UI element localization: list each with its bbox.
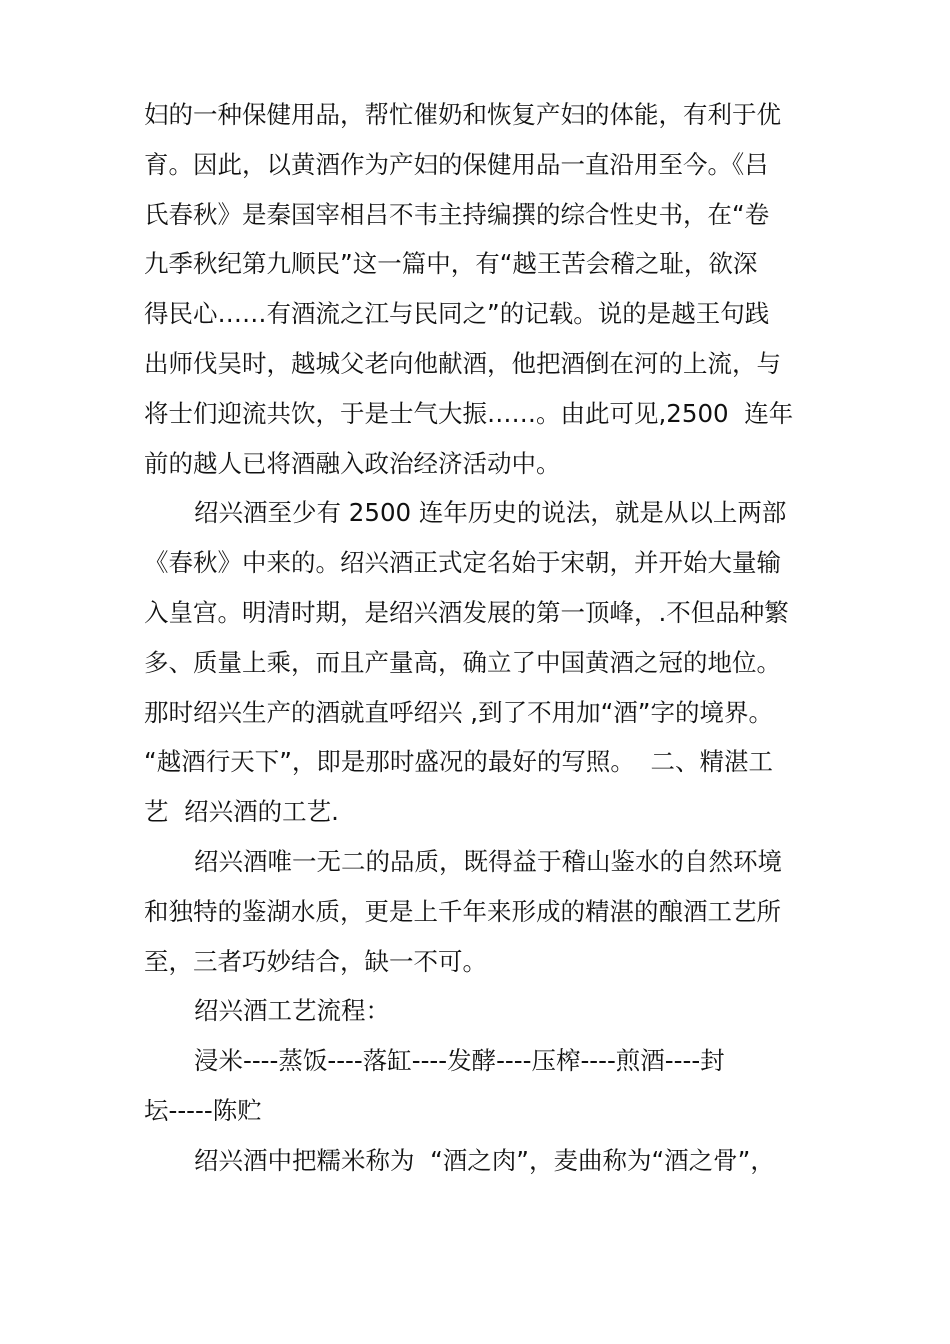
text-line: 将士们迎流共饮，于是士气大振……。由此可见,2500 连年	[144, 398, 794, 428]
text-line: 那时绍兴生产的酒就直呼绍兴 ,到了不用加“酒”字的境界。	[144, 697, 773, 727]
process-flow-line: 浸米----蒸饭----落缸----发酵----压榨----煎酒----封	[194, 1046, 725, 1076]
text-line: 前的越人已将酒融入政治经济活动中。	[144, 448, 561, 478]
document-body	[144, 90, 808, 1186]
text-line: “越酒行天下”，即是那时盛况的最好的写照。 二、精湛工	[144, 747, 773, 777]
text-line: 育。因此，以黄酒作为产妇的保健用品一直沿用至今。《吕	[144, 149, 769, 179]
text-line: 《春秋》中来的。绍兴酒正式定名始于宋朝，并开始大量输	[144, 548, 781, 578]
text-line: 氏春秋》是秦国宰相吕不韦主持编撰的综合性史书，在“卷	[144, 199, 770, 229]
text-line: 妇的一种保健用品，帮忙催奶和恢复产妇的体能，有利于优	[144, 100, 781, 129]
text-line: 入皇宫。明清时期，是绍兴酒发展的第一顶峰，.不但品种繁	[144, 597, 789, 627]
text-line: 多、质量上乘，而且产量高，确立了中国黄酒之冠的地位。	[144, 647, 781, 677]
paragraph-start-line: 绍兴酒工艺流程：	[194, 996, 390, 1026]
text-line: 得民心……有酒流之江与民同之”的记载。说的是越王句践	[144, 299, 770, 329]
text-line: 和独特的鉴湖水质，更是上千年来形成的精湛的酿酒工艺所	[144, 896, 781, 926]
text-line: 艺 绍兴酒的工艺.	[144, 797, 339, 827]
process-flow-line: 坛-----陈贮	[144, 1095, 262, 1125]
paragraph-start-line: 绍兴酒至少有 2500 连年历史的说法，就是从以上两部	[194, 498, 787, 528]
text-line: 出师伐吴时，越城父老向他献酒，他把酒倒在河的上流，与	[144, 348, 781, 378]
paragraph-start-line: 绍兴酒唯一无二的品质，既得益于稽山鉴水的自然环境	[194, 846, 782, 876]
paragraph-start-line: 绍兴酒中把糯米称为 “酒之肉”，麦曲称为“酒之骨”，	[194, 1145, 775, 1175]
text-line: 九季秋纪第九顺民”这一篇中，有“越王苦会稽之耻，欲深	[144, 249, 758, 279]
text-line: 至，三者巧妙结合，缺一不可。	[144, 946, 487, 976]
